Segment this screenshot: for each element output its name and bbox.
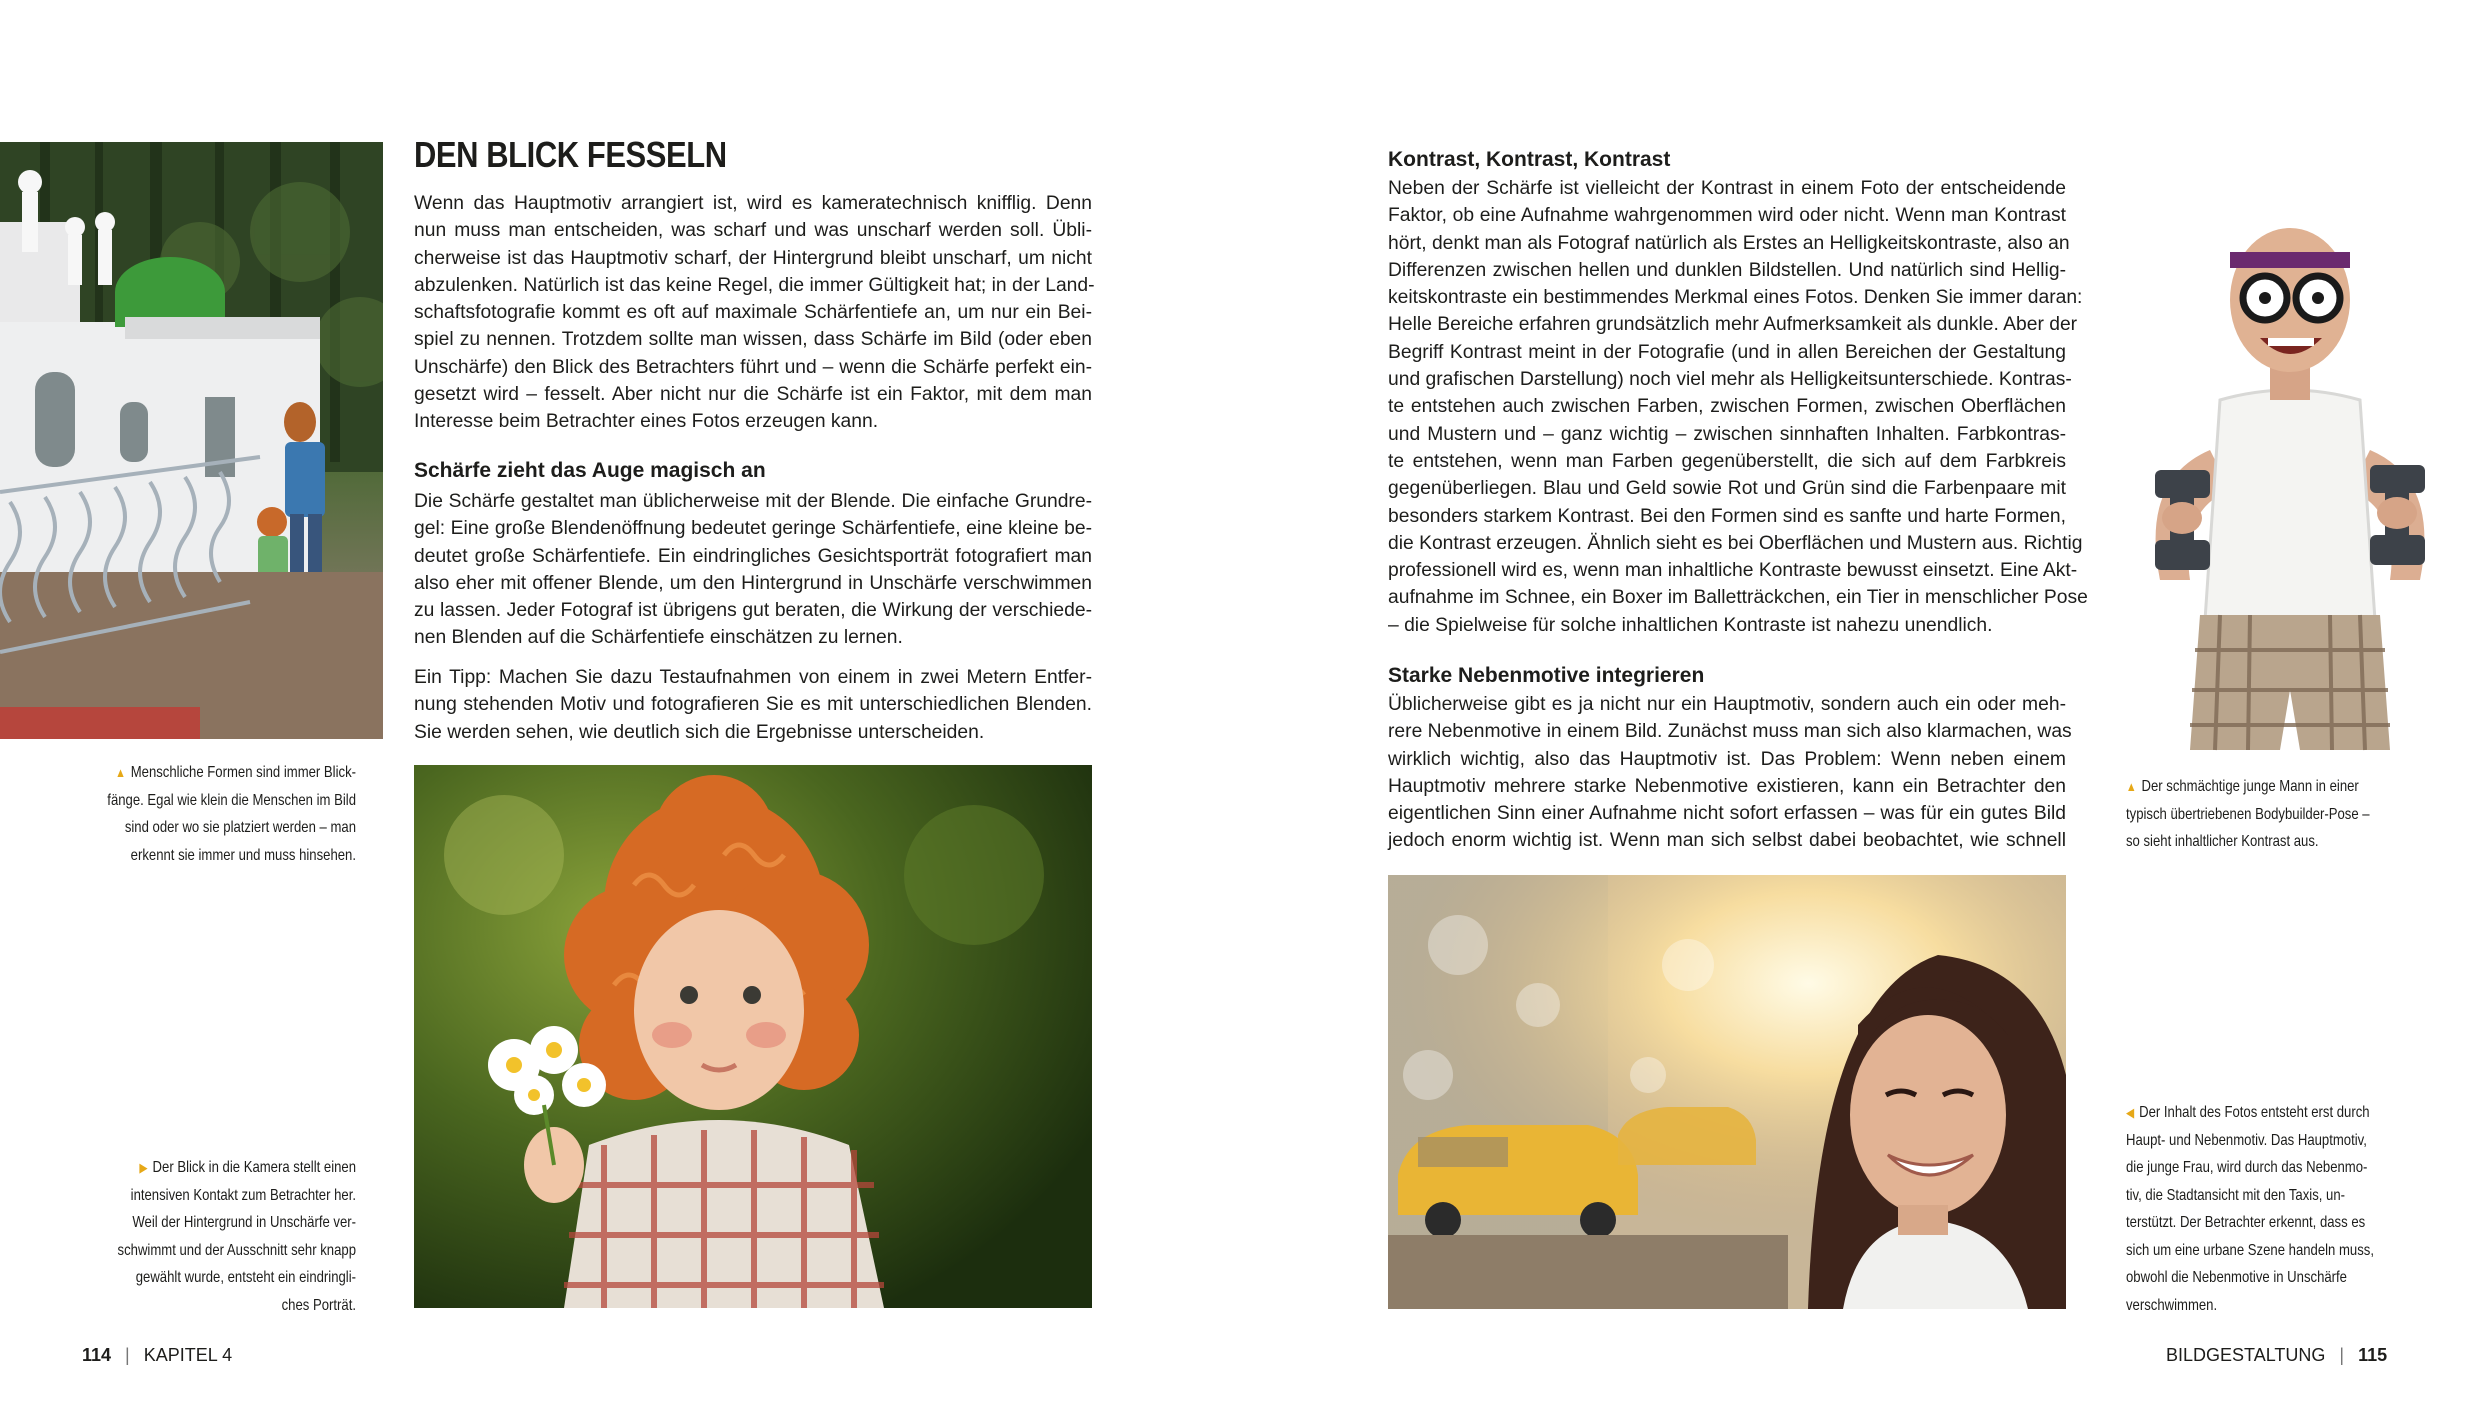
caption-line: die junge Frau, wird durch das Nebenmo- <box>2126 1159 2368 1176</box>
text-line: Differenzen zwischen hellen und dunklen Bildstellen. Und natürlich sind Hellig- <box>1388 259 2066 281</box>
text-line: zu lassen. Jeder Fotograf ist übrigens gut beraten, die Wirkung der verschiede- <box>414 600 1092 622</box>
caption-line: Weil der Hintergrund in Unschärfe ver- <box>132 1214 356 1231</box>
text-line: die Kontrast erzeugen. Ähnlich sieht es bei Oberflächen und Mustern aus. Richtig <box>1388 532 2083 554</box>
text-line: hört, denkt man als Fotograf natürlich als Erstes an Helligkeitskontraste, also an <box>1388 232 2070 254</box>
caption-line: ◀ Der Inhalt des Fotos entsteht erst durch <box>2126 1099 2397 1127</box>
kontrast-paragraph <box>1388 175 2088 639</box>
text-line: Faktor, ob eine Aufnahme wahrgenommen wird oder nicht. Wenn man Kontrast <box>1388 205 2066 227</box>
text-line: eigentlichen Sinn einer Aufnahme nicht sofort erfassen – was für ein gutes Bild <box>1388 803 2066 825</box>
caption-line: Haupt- und Nebenmotiv. Das Hauptmotiv, <box>2126 1131 2367 1149</box>
nebenmotive-paragraph <box>1388 691 2072 855</box>
subheading-nebenmotive: Starke Nebenmotive integrieren <box>1388 664 1705 687</box>
text-line: aufnahme im Schnee, ein Boxer im Balletträckchen, ein Tier in menschlicher Pose <box>1388 587 2088 609</box>
text-line: nun muss man entscheiden, was scharf und was unscharf werden soll. Übli- <box>414 220 1092 242</box>
section-label: BILDGESTALTUNG <box>2166 1345 2326 1365</box>
folio-left <box>82 1345 232 1366</box>
text-line: Begriff Kontrast meint in der Fotografie (und in allen Bereichen der Gestaltung <box>1388 341 2066 363</box>
photo-skinny-bodybuilder <box>2100 220 2480 752</box>
text-line: gegenüberliegen. Blau und Geld sowie Rot und Grün sind die Farbenpaare mit <box>1388 478 2066 500</box>
text-line: gesetzt wird – fesselt. Aber nicht nur die Schärfe ist ein Faktor, mit dem man <box>414 384 1092 406</box>
text-line: te entstehen, wenn man Farben gegenüberstellt, die sich auf dem Farbkreis <box>1388 450 2066 472</box>
text-line: Neben der Schärfe ist vielleicht der Kontrast in einem Foto der entscheidende <box>1388 178 2066 199</box>
caption-line: ▲ Menschliche Formen sind immer Blick- <box>80 759 356 787</box>
text-line: besonders starkem Kontrast. Bei den Formen sind es sanfte und harte Formen, <box>1388 505 2066 527</box>
subheading-kontrast: Kontrast, Kontrast, Kontrast <box>1388 148 1671 171</box>
caption-line: sich um eine urbane Szene handeln muss, <box>2126 1241 2374 1259</box>
text-line: Ein Tipp: Machen Sie dazu Testaufnahmen von einem in zwei Metern Entfer- <box>414 667 1092 688</box>
text-line: cherweise ist das Hauptmotiv scharf, der Hintergrund bleibt unscharf, um nicht <box>414 247 1092 269</box>
photo-redhead-boy-with-daisies <box>414 765 1092 1308</box>
text-line: Unschärfe) den Blick des Betrachters führt und – wenn die Schärfe perfekt ein- <box>414 356 1092 378</box>
text-line: abzulenken. Natürlich ist das keine Regel, die immer Gültigkeit hat; in der Land- <box>414 274 1095 296</box>
text-line: schaftsfotografie kommt es oft auf maximale Schärfentiefe an, um nur ein Bei- <box>414 302 1092 324</box>
caption-line: intensiven Kontakt zum Betrachter her. <box>130 1186 356 1204</box>
text-line: wirklich wichtig, also das Hauptmotiv ist. Das Problem: Wenn neben einem <box>1388 748 2066 770</box>
text-line: Hauptmotiv mehrere starke Nebenmotive existieren, kann ein Betrachter den <box>1388 775 2066 797</box>
text-line: nen Blenden auf die Schärfentiefe einschätzen zu lernen. <box>414 627 903 649</box>
photo-woman-city-taxis <box>1388 875 2066 1309</box>
caption-line: ▲ Der schmächtige junge Mann in einer <box>2126 773 2397 801</box>
caption-castle <box>20 759 356 869</box>
caption-line: ches Porträt. <box>281 1296 356 1314</box>
text-line: Helle Bereiche erfahren grundsätzlich mehr Aufmerksamkeit als dunkle. Aber der <box>1388 314 2078 336</box>
caption-line: verschwimmen. <box>2126 1296 2218 1314</box>
text-line: Die Schärfe gestaltet man üblicherweise mit der Blende. Die einfache Grundre- <box>414 491 1092 512</box>
text-line: und Mustern und – ganz wichtig – zwischen sinnhaften Inhalten. Farbkontras- <box>1388 423 2066 445</box>
tip-paragraph <box>414 664 1092 746</box>
text-line: und grafischen Darstellung) noch viel mehr als Helligkeitsunterschiede. Kontras- <box>1388 369 2072 391</box>
text-line: Wenn das Hauptmotiv arrangiert ist, wird es kameratechnisch knifflig. Denn <box>414 193 1092 214</box>
caption-line: tiv, die Stadtansicht mit den Taxis, un- <box>2126 1186 2346 1204</box>
article-heading: DEN BLICK FESSELN <box>414 134 727 175</box>
text-line: keitskontraste ein bestimmendes Merkmal eines Fotos. Denken Sie immer daran: <box>1388 287 2083 309</box>
text-line: nung stehenden Motiv und fotografieren Sie es mit unterschiedlichen Blenden. <box>414 694 1092 716</box>
text-line: deutet große Schärfentiefe. Ein eindringliches Gesichtsporträt fotografiert man <box>414 545 1092 567</box>
folio-right <box>2166 1345 2387 1366</box>
text-line: Sie werden sehen, wie deutlich sich die Ergebnisse unterscheiden. <box>414 721 985 743</box>
caption-line: gewählt wurde, entsteht ein eindringli- <box>135 1269 356 1286</box>
subheading-schaerfe: Schärfe zieht das Auge magisch an <box>414 459 766 482</box>
chapter-label: KAPITEL 4 <box>143 1345 233 1365</box>
page-number: 114 <box>82 1345 112 1365</box>
triangle-left-icon: ◀ <box>2126 1105 2135 1120</box>
page-number: 115 <box>2358 1345 2388 1365</box>
folio-separator: | <box>125 1345 130 1365</box>
caption-line: so sieht inhaltlicher Kontrast aus. <box>2126 833 2319 850</box>
triangle-up-icon: ▲ <box>2126 779 2137 794</box>
caption-line: obwohl die Nebenmotive in Unschärfe <box>2126 1269 2347 1286</box>
text-line: rere Nebenmotive in einem Bild. Zunächst muss man sich also klarmachen, was <box>1388 721 2072 743</box>
caption-boy <box>20 1154 356 1319</box>
caption-line: ▶ Der Blick in die Kamera stellt einen <box>80 1154 356 1182</box>
caption-line: schwimmt und der Ausschnitt sehr knapp <box>117 1241 357 1259</box>
caption-line: terstützt. Der Betrachter erkennt, dass es <box>2126 1214 2366 1231</box>
photo-castle-with-child <box>0 142 383 739</box>
text-line: spiel zu nennen. Trotzdem sollte man wissen, dass Schärfe im Bild (oder eben <box>414 329 1092 351</box>
text-line: jedoch enorm wichtig ist. Wenn man sich selbst dabei beobachtet, wie schnell <box>1388 830 2066 852</box>
intro-paragraph <box>414 190 1095 436</box>
triangle-right-icon: ▶ <box>139 1160 148 1175</box>
caption-line: sind oder wo sie platziert werden – man <box>124 819 357 836</box>
schaerfe-paragraph <box>414 488 1092 652</box>
text-line: Interesse beim Betrachter eines Fotos erzeugen kann. <box>414 411 879 433</box>
triangle-up-icon: ▲ <box>115 765 126 780</box>
text-line: also eher mit offener Blende, um den Hintergrund in Unschärfe verschwimmen <box>414 572 1092 594</box>
caption-line: typisch übertriebenen Bodybuilder-Pose – <box>2126 805 2370 823</box>
text-line: Üblicherweise gibt es ja nicht nur ein Hauptmotiv, sondern auch ein oder meh- <box>1388 694 2066 715</box>
caption-line: erkennt sie immer und muss hinsehen. <box>130 846 356 864</box>
folio-separator: | <box>2339 1345 2345 1365</box>
text-line: te entstehen auch zwischen Farben, zwischen Formen, zwischen Oberflächen <box>1388 396 2066 418</box>
text-line: – die Spielweise für solche inhaltlichen Kontraste ist nahezu unendlich. <box>1388 614 1993 636</box>
caption-line: fänge. Egal wie klein die Menschen im Bild <box>107 791 356 809</box>
text-line: gel: Eine große Blendenöffnung bedeutet geringe Schärfentiefe, eine kleine be- <box>414 518 1092 540</box>
text-line: professionell wird es, wenn man inhaltliche Kontraste bewusst einsetzt. Eine Akt- <box>1388 560 2078 582</box>
caption-woman <box>2126 1099 2456 1319</box>
caption-bodybuilder <box>2126 773 2456 856</box>
